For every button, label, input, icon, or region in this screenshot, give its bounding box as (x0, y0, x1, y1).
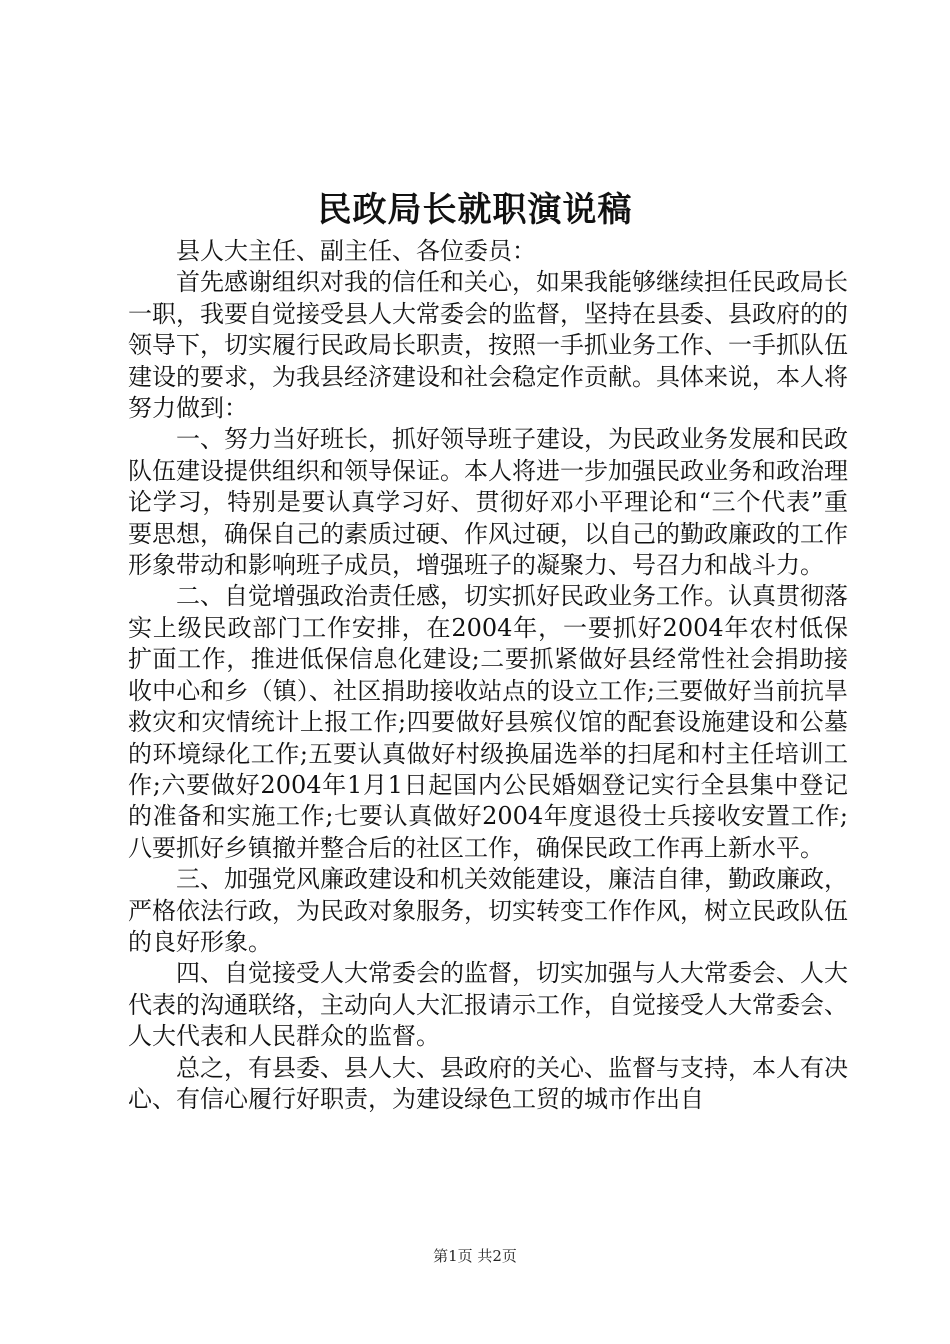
page-footer: 第1页 共2页 (433, 1247, 517, 1265)
body-paragraph: 二、自觉增强政治责任感，切实抓好民政业务工作。认真贯彻落实上级民政部门工作安排，在2004年，一要抓好2004年农村低保扩面工作，推进低保信息化建设;二要抓紧做好县经常性社会捐助接收中心和乡（镇）、社区捐助接收站点的设立工作;三要做好当前抗旱救灾和灾情统计上报工作;四要做好县殡仪馆的配套设施建设和公墓的环境绿化工作;五要认真做好村级换届选举的扫尾和村主任培训工作;六要做好2004年1月1日起国内公民婚姻登记实行全县集中登记的准备和实施工作;七要认真做好2004年度退役士兵接收安置工作;八要抓好乡镇撤并整合后的社区工作，确保民政工作再上新水平。 (128, 582, 848, 862)
document-body (128, 236, 848, 1115)
salutation-paragraph: 县人大主任、副主任、各位委员： (176, 237, 536, 265)
body-paragraph: 三、加强党风廉政建设和机关效能建设，廉洁自律，勤政廉政，严格依法行政，为民政对象服务，切实转变工作作风，树立民政队伍的良好形象。 (128, 865, 848, 956)
body-paragraph: 一、努力当好班长，抓好领导班子建设，为民政业务发展和民政队伍建设提供组织和领导保证。本人将进一步加强民政业务和政治理论学习，特别是要认真学习好、贯彻好邓小平理论和“三个代表”重要思想，确保自己的素质过硬、作风过硬，以自己的勤政廉政的工作形象带动和影响班子成员，增强班子的凝聚力、号召力和战斗力。 (128, 425, 848, 580)
body-paragraph: 首先感谢组织对我的信任和关心，如果我能够继续担任民政局长一职，我要自觉接受县人大常委会的监督，坚持在县委、县政府的的领导下，切实履行民政局长职责，按照一手抓业务工作、一手抓队伍建设的要求，为我县经济建设和社会稳定作贡献。具体来说，本人将努力做到： (128, 268, 848, 423)
body-paragraph: 四、自觉接受人大常委会的监督，切实加强与人大常委会、人大代表的沟通联络，主动向人大汇报请示工作，自觉接受人大常委会、人大代表和人民群众的监督。 (128, 959, 848, 1051)
document-title: 民政局长就职演说稿 (317, 190, 633, 230)
body-paragraph: 总之，有县委、县人大、县政府的关心、监督与支持，本人有决心、有信心履行好职责，为建设绿色工贸的城市作出自 (128, 1053, 848, 1113)
